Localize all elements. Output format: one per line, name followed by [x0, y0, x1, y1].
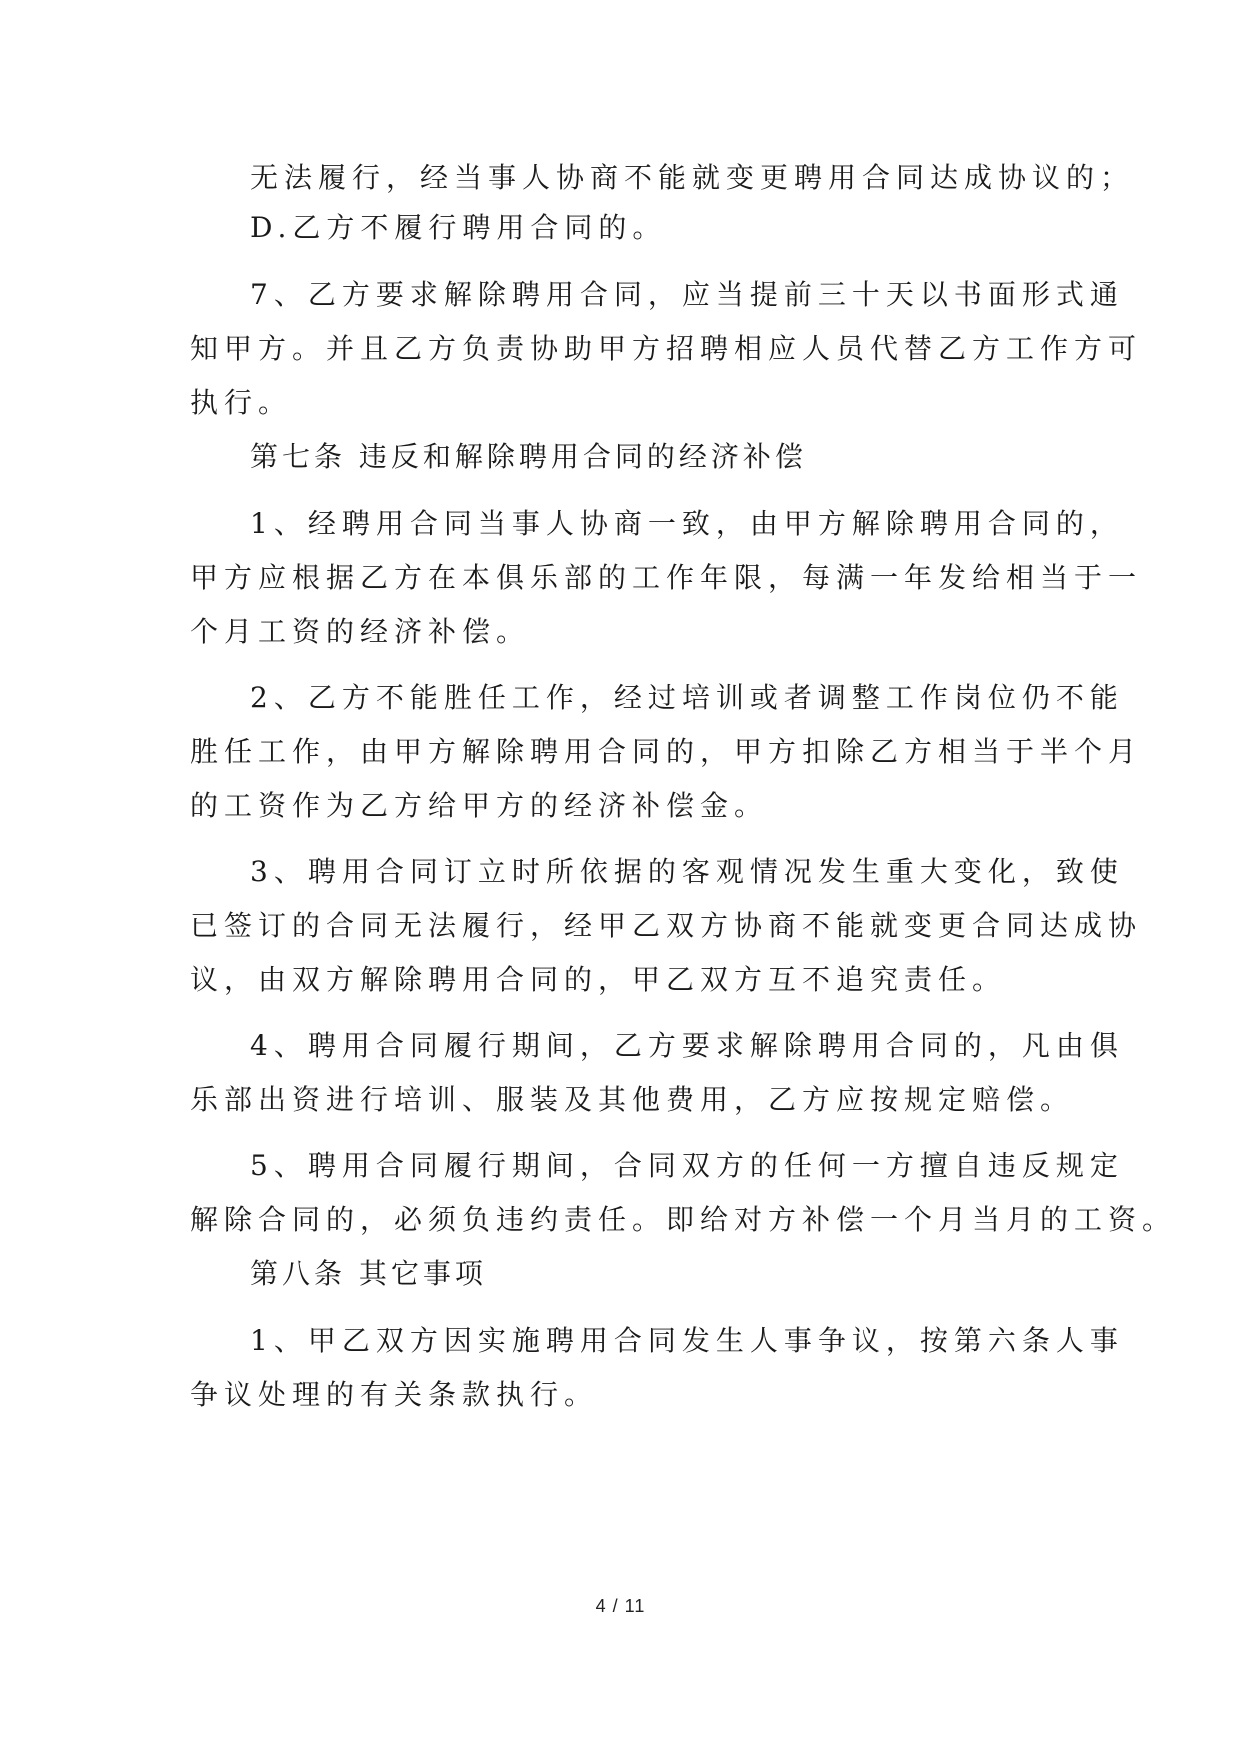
text-line: 甲方应根据乙方在本俱乐部的工作年限，每满一年发给相当于一	[190, 561, 1143, 594]
text-line: 的工资作为乙方给甲方的经济补偿金。	[190, 789, 769, 822]
text-line: 争议处理的有关条款执行。	[190, 1378, 599, 1411]
text-line: 乐部出资进行培训、服装及其他费用，乙方应按规定赔偿。	[190, 1083, 1075, 1116]
text-line: 2、乙方不能胜任工作，经过培训或者调整工作岗位仍不能	[250, 681, 1124, 714]
text-line: 已签订的合同无法履行，经甲乙双方协商不能就变更合同达成协	[190, 909, 1143, 942]
text-line: 7、乙方要求解除聘用合同，应当提前三十天以书面形式通	[250, 278, 1124, 311]
text-line: 5、聘用合同履行期间，合同双方的任何一方擅自违反规定	[250, 1149, 1124, 1182]
page-number: 4 / 11	[595, 1596, 646, 1616]
text-line: 无法履行，经当事人协商不能就变更聘用合同达成协议的；	[250, 161, 1135, 194]
text-line: 解除合同的，必须负违约责任。即给对方补偿一个月当月的工资。	[190, 1203, 1177, 1236]
text-line: 4、聘用合同履行期间，乙方要求解除聘用合同的，凡由俱	[250, 1029, 1124, 1062]
text-line: 执行。	[190, 386, 293, 419]
text-line: 议，由双方解除聘用合同的，甲乙双方互不追究责任。	[190, 963, 1007, 996]
text-line: 个月工资的经济补偿。	[190, 615, 531, 648]
text-line: 1、甲乙双方因实施聘用合同发生人事争议，按第六条人事	[250, 1324, 1124, 1357]
text-line: 3、聘用合同订立时所依据的客观情况发生重大变化，致使	[250, 855, 1124, 888]
section-heading: 第七条 违反和解除聘用合同的经济补偿	[250, 440, 807, 473]
text-line: 1、经聘用合同当事人协商一致，由甲方解除聘用合同的，	[250, 507, 1124, 540]
text-line: D.乙方不履行聘用合同的。	[250, 211, 667, 244]
text-line: 胜任工作，由甲方解除聘用合同的，甲方扣除乙方相当于半个月	[190, 735, 1143, 768]
text-line: 知甲方。并且乙方负责协助甲方招聘相应人员代替乙方工作方可	[190, 332, 1143, 365]
section-heading: 第八条 其它事项	[250, 1257, 487, 1290]
